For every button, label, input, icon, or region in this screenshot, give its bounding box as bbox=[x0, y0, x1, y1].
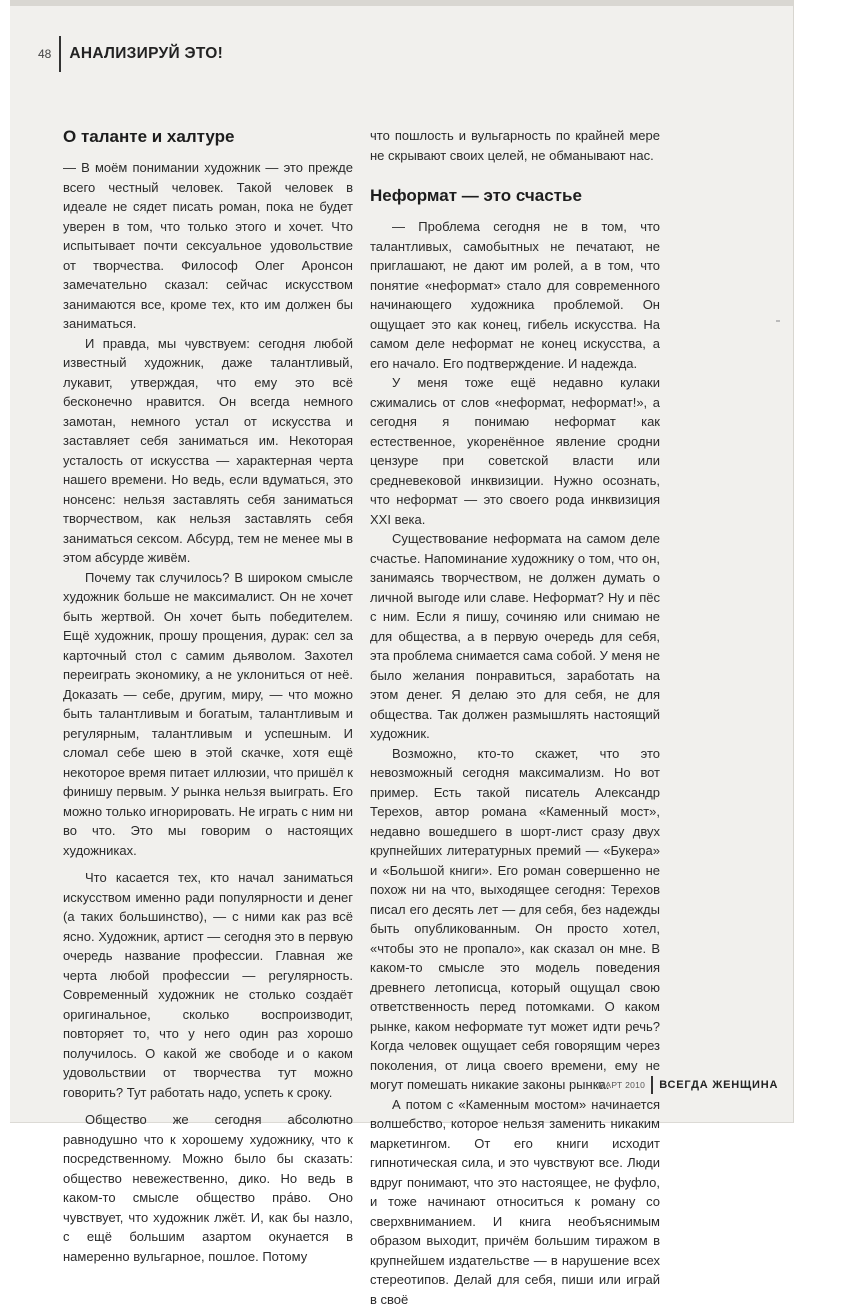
issue-date: МАРТ 2010 bbox=[598, 1080, 645, 1090]
running-head bbox=[38, 36, 223, 72]
section-title: АНАЛИЗИРУЙ ЭТО! bbox=[69, 45, 223, 63]
paragraph: У меня тоже ещё недавно кулаки сжимались от слов «неформат, неформат!», а сегодня я понимаю неформат как естественное, укоренённое явление сродни цензуре при советской власти или средневековой инквизиции. Нужно осознать, что неформат — это своего рода инквизиция XXI века. bbox=[370, 373, 660, 529]
paragraph: — В моём понимании художник — это прежде всего честный человек. Такой человек в идеале не сядет писать роман, пока не будет уверен в том, что только этого и хочет. Что испытывает почти сексуальное удовольствие от творчества. Философ Олег Аронсон замечательно сказал: сейчас искусством занимаются все, кроме тех, кто им должен бы заниматься. bbox=[63, 158, 353, 334]
article-heading-talent: О таланте и халтуре bbox=[63, 126, 353, 148]
right-column bbox=[370, 126, 660, 1309]
scan-mark bbox=[776, 320, 780, 322]
left-column bbox=[63, 126, 353, 1266]
paragraph-continuation: что пошлость и вульгарность по крайней мере не скрывают своих целей, не обманывают нас. bbox=[370, 126, 660, 165]
paragraph: Общество же сегодня абсолютно равнодушно что к хорошему художнику, что к посредственному. Можно было бы сказать: общество невежественно, дико. Но ведь в каком-то смысле общество пра́во. Оно чувствует, что художник лжёт. И, как бы назло, с ещё большим азартом окунается в намеренно вульгарное, пошлое. Потому bbox=[63, 1110, 353, 1266]
magazine-name: ВСЕГДА ЖЕНЩИНА bbox=[659, 1079, 778, 1091]
paragraph: Существование неформата на самом деле счастье. Напоминание художнику о том, что он, занимаясь творчеством, не должен думать о личной выгоде или славе. Неформат? Ну и пёс с ним. Если я пишу, сочиняю или снимаю не для общества, а в первую очередь для себя, эта проблема снимается сама собой. У меня не было желания понравиться, заработать на этом денег. Я делаю это для себя, не для общества. Так должен размышлять настоящий художник. bbox=[370, 529, 660, 744]
paragraph: Что касается тех, кто начал заниматься искусством именно ради популярности и денег (а таких большинство), — с ними как раз всё ясно. Художник, артист — сегодня это в первую очередь название профессии. Главная же черта любой профессии — регулярность. Современный художник не столько создаёт оригинальное, сколько воспроизводит, повторяет то, что у него один раз хорошо получилось. О какой же свободе и о каком удовольствии от творчества тут можно говорить? Тут работать надо, успеть к сроку. bbox=[63, 868, 353, 1102]
paragraph: — Проблема сегодня не в том, что талантливых, самобытных не печатают, не приглашают, не дают им ролей, а в том, что понятие «неформат» стало для современного начинающего художника проблемой. Он ощущает это как конец, гибель искусства. На самом деле неформат не конец искусства, а его начало. Его подтверждение. И надежда. bbox=[370, 217, 660, 373]
page-number: 48 bbox=[38, 47, 59, 61]
paragraph: А потом с «Каменным мостом» начинается волшебство, которое нельзя заменить никаким маркетингом. От его книги исходит гипнотическая сила, и это чувствуют все. Люди вдруг понимают, что это настоящее, не фуфло, и тоже начинают относиться к роману со сверхвниманием. И книга необъяснимым образом выходит, причём большим тиражом в крупнейшем издательстве — в нарушение всех стереотипов. Делай для себя, пиши или играй в своё bbox=[370, 1095, 660, 1309]
page-footer bbox=[598, 1076, 778, 1094]
paragraph: Возможно, кто-то скажет, что это невозможный сегодня максимализм. Но вот пример. Есть такой писатель Александр Терехов, автор романа «Каменный мост», недавно вошедшего в шорт-лист сразу двух крупнейших литературных премий — «Букера» и «Большой книги». Его роман совершенно не похож ни на что, выходящее сегодня: Терехов писал его десять лет — для себя, без надежды быть опубликованным. Он просто хотел, «чтобы это не пропало», как сказал он мне. В каком-то смысле это модель поведения древнего летописца, который ощущал свою ответственность перед потомками. О каком рынке, каком неформате тут может идти речь? Когда человек ощущает себя говорящим через поколения, от лица своего времени, ему не могут помешать никакие законы рынка. bbox=[370, 744, 660, 1095]
article-heading-nonformat: Неформат — это счастье bbox=[370, 185, 660, 207]
paragraph: И правда, мы чувствуем: сегодня любой известный художник, даже талантливый, лукавит, утверждая, что ему это всё бесконечно нравится. Он всегда немного замотан, немного устал от искусства и заставляет себя заниматься им. Некоторая усталость от искусства — характерная черта нашего времени. Но ведь, если вдуматься, это нонсенс: нельзя заставлять себя заниматься творчеством, как нельзя заставлять себя заниматься сексом. Абсурд, тем не менее мы в этом абсурде живём. bbox=[63, 334, 353, 568]
page-top-edge bbox=[10, 0, 793, 6]
paragraph: Почему так случилось? В широком смысле художник больше не максималист. Он не хочет быть жертвой. Он хочет быть победителем. Ещё художник, прошу прощения, дурак: сел за карточный стол с самим дьяволом. Захотел переиграть экономику, а не уклониться от неё. Доказать — себе, другим, миру, — что можно быть талантливым и богатым, талантливым и регулярным, талантливым и успешным. И сломал себе шею в этой скачке, хотя ещё некоторое время питает иллюзии, что пришёл к финишу первым. У рынка нельзя выиграть. Его можно только игнорировать. Не играть с ним ни во что. Это мы говорим о настоящих художниках. bbox=[63, 568, 353, 861]
footer-divider bbox=[651, 1076, 653, 1094]
header-divider bbox=[59, 36, 61, 72]
